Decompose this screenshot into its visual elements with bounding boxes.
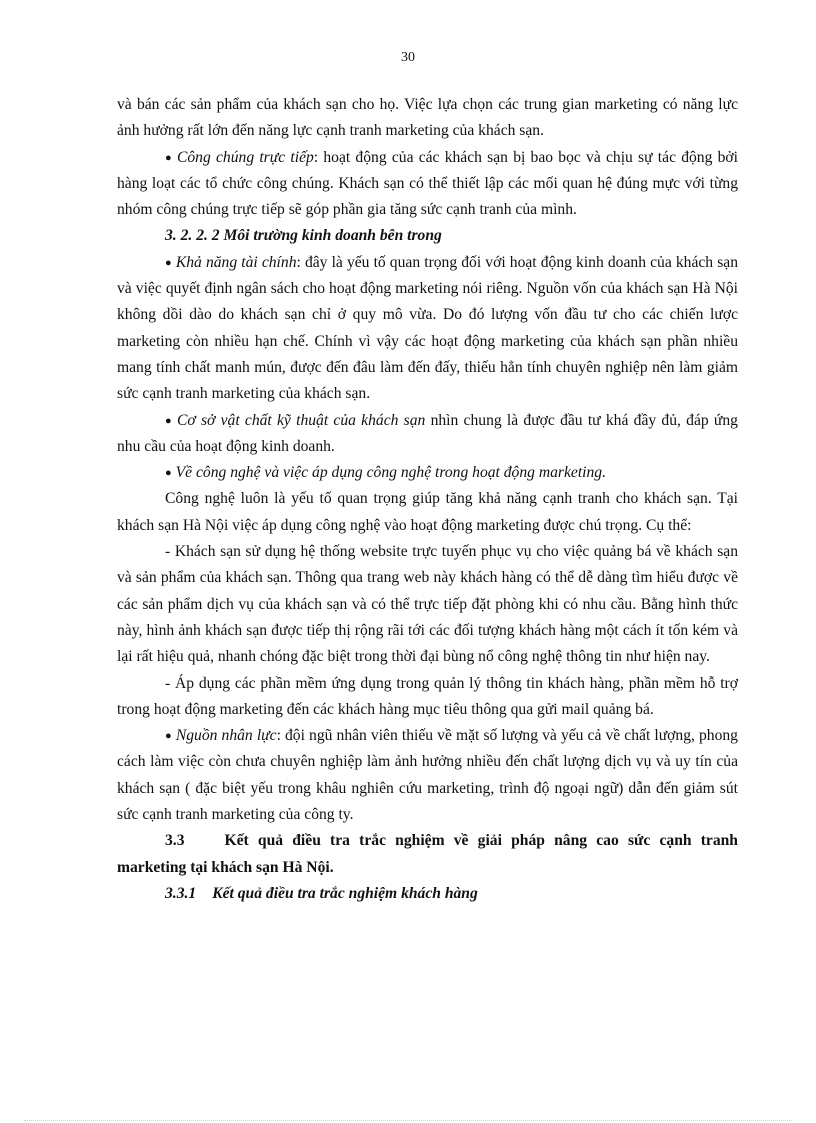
heading-survey-results — [117, 828, 738, 881]
page-bottom-divider — [24, 1120, 792, 1121]
heading-internal-environment: 3. 2. 2. 2 Môi trường kinh doanh bên trong — [165, 227, 442, 245]
term-facilities: Cơ sở vật chất kỹ thuật của khách sạn — [177, 411, 426, 429]
bullet-icon: ● — [165, 414, 173, 427]
paragraph-facilities — [117, 408, 738, 461]
document-body — [117, 92, 738, 907]
text-finance: : đây là yếu tố quan trọng đối với hoạt động kinh doanh của khách sạn và việc quyết định ngân sách cho hoạt động marketing nói riêng. Nguồn vốn của khách sạn Hà Nội không dồi dào do khách sạn chỉ ở quy mô vừa. Do đó lượng vốn đầu tư cho các chiến lược marketing còn nhiều hạn chế. Chính vì vậy các hoạt động marketing của khách sạn phần nhiều mang tính chất manh mún, được đến đâu làm đến đấy, thiếu hẳn tính chuyên nghiệp nên làm giảm sức cạnh tranh marketing của khách sạn. — [117, 253, 738, 403]
page-number: 30 — [401, 50, 415, 65]
term-public: Công chúng trực tiếp — [176, 148, 314, 166]
paragraph-website: - Khách sạn sử dụng hệ thống website trực tuyến phục vụ cho việc quảng bá về khách sạn và sản phẩm của khách sạn. Thông qua trang web này khách hàng có thể dễ dàng tìm hiểu được về các sản phẩm dịch vụ của khách sạn và có thể trực tiếp đặt phòng khi có nhu cầu. Bằng hình thức này, hình ảnh khách sạn được tiếp thị rộng rãi tới các đối tượng khách hàng một cách ít tốn kém và lại rất hiệu quả, nhanh chóng đặc biệt trong thời đại bùng nổ công nghệ thông tin như hiện nay. — [117, 543, 738, 666]
paragraph-human-resources — [117, 723, 738, 828]
paragraph-public — [117, 145, 738, 224]
text-human-resources: : đội ngũ nhân viên thiếu về mặt số lượng và yếu cả về chất lượng, phong cách làm việc còn chưa chuyên nghiệp làm ảnh hưởng nhiều đến chất lượng dịch vụ và uy tín của khách sạn ( đặc biệt yếu trong khâu nghiên cứu marketing, trình độ ngoại ngữ) dẫn đến giảm sút sức cạnh tranh marketing của công ty. — [117, 727, 738, 824]
paragraph-technology-heading — [117, 460, 738, 486]
paragraph-technology: Công nghệ luôn là yếu tố quan trọng giúp tăng khả năng cạnh tranh cho khách sạn. Tại khách sạn Hà Nội việc áp dụng công nghệ vào hoạt động marketing được chú trọng. Cụ thể: — [117, 490, 738, 534]
heading-number: 3.3.1 — [165, 884, 197, 902]
heading-text: Kết quả điều tra trắc nghiệm về giải pháp nâng cao sức cạnh tranh marketing tại khách sạn Hà Nội. — [117, 832, 738, 876]
paragraph-software: - Áp dụng các phần mềm ứng dụng trong quản lý thông tin khách hàng, phần mềm hỗ trợ trong hoạt động marketing đến các khách hàng mục tiêu thông qua gửi mail quảng bá. — [117, 674, 738, 718]
bullet-icon: ● — [165, 467, 172, 480]
paragraph-intermediaries: và bán các sản phẩm của khách sạn cho họ. Việc lựa chọn các trung gian marketing có năng lực ảnh hưởng rất lớn đến năng lực cạnh tranh marketing của khách sạn. — [117, 96, 738, 140]
heading-text: Kết quả điều tra trắc nghiệm khách hàng — [212, 884, 478, 902]
bullet-icon: ● — [165, 730, 172, 743]
bullet-icon: ● — [165, 151, 173, 164]
heading-customer-survey — [117, 881, 738, 907]
term-technology: Về công nghệ và việc áp dụng công nghệ trong hoạt động marketing. — [175, 464, 606, 482]
paragraph-finance — [117, 250, 738, 408]
text-public: : hoạt động của các khách sạn bị bao bọc và chịu sự tác động bởi hàng loạt các tổ chức công chúng. Khách sạn có thể thiết lập các mối quan hệ đúng mực với từng nhóm công chúng trực tiếp sẽ góp phần gia tăng sức cạnh tranh của mình. — [117, 148, 739, 219]
text-facilities: nhìn chung là được đầu tư khá đầy đủ, đáp ứng nhu cầu của hoạt động kinh doanh. — [117, 411, 738, 455]
heading-number: 3.3 — [165, 832, 185, 850]
term-finance: Khả năng tài chính — [175, 253, 297, 271]
bullet-icon: ● — [165, 256, 172, 269]
term-human-resources: Nguồn nhân lực — [175, 727, 277, 745]
